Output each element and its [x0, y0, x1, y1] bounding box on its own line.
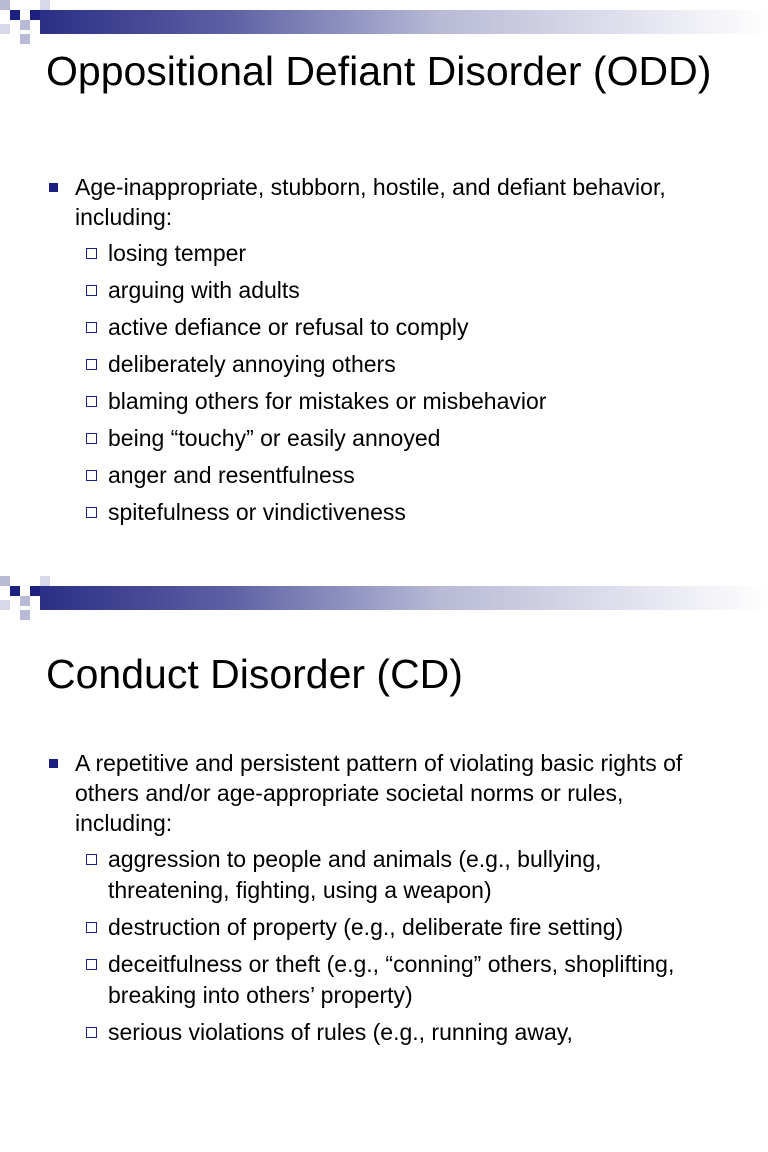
hollow-square-bullet-icon [86, 285, 97, 296]
sub-bullet-text: serious violations of rules (e.g., running away, [108, 1019, 573, 1045]
sub-bullet-text: arguing with adults [108, 277, 300, 303]
sub-bullet [0, 386, 708, 417]
header-block [20, 34, 30, 44]
sub-bullet-text: deceitfulness or theft (e.g., “conning” others, shoplifting, breaking into others’ property) [108, 951, 675, 1008]
sub-bullet-text: being “touchy” or easily annoyed [108, 425, 441, 451]
header-gradient-bar [40, 10, 768, 34]
header-block [0, 0, 10, 10]
slide-body [0, 748, 768, 1048]
sub-bullet-text: active defiance or refusal to comply [108, 314, 469, 340]
header-gradient-bar [40, 586, 768, 610]
sub-bullet [0, 949, 708, 1011]
sub-bullet [0, 238, 708, 269]
header-block [40, 0, 50, 10]
sub-bullet-text: deliberately annoying others [108, 351, 396, 377]
sub-bullet-text: spitefulness or vindictiveness [108, 499, 406, 525]
header-block [30, 586, 40, 596]
slide-title: Oppositional Defiant Disorder (ODD) [46, 48, 712, 94]
square-bullet-icon [49, 759, 58, 768]
sub-bullet-text: losing temper [108, 240, 247, 266]
header-block [20, 610, 30, 620]
sub-bullet [0, 460, 708, 491]
hollow-square-bullet-icon [86, 248, 97, 259]
header-block [10, 586, 20, 596]
hollow-square-bullet-icon [86, 507, 97, 518]
hollow-square-bullet-icon [86, 433, 97, 444]
header-block [10, 10, 20, 20]
bullet-text: A repetitive and persistent pattern of violating basic rights of others and/or age-appropriate societal norms or rules, including: [75, 750, 683, 836]
sub-bullet [0, 497, 708, 528]
sub-bullet [0, 349, 708, 380]
hollow-square-bullet-icon [86, 959, 97, 970]
hollow-square-bullet-icon [86, 854, 97, 865]
sub-bullet [0, 844, 708, 906]
sub-bullet [0, 912, 708, 943]
bullet-level-1 [0, 748, 715, 838]
square-bullet-icon [49, 183, 58, 192]
sub-bullet-text: blaming others for mistakes or misbehavior [108, 388, 547, 414]
header-block [40, 576, 50, 586]
slide-cd [0, 576, 768, 1152]
sub-bullet [0, 312, 708, 343]
header-block [30, 10, 40, 20]
hollow-square-bullet-icon [86, 470, 97, 481]
hollow-square-bullet-icon [86, 922, 97, 933]
bullet-level-1 [0, 172, 715, 232]
sub-bullet [0, 1017, 708, 1048]
sub-bullet [0, 275, 708, 306]
hollow-square-bullet-icon [86, 322, 97, 333]
sub-bullet-text: aggression to people and animals (e.g., bullying, threatening, fighting, using a weapon) [108, 846, 602, 903]
header-block [0, 24, 10, 34]
header-block [20, 596, 30, 606]
bullet-text: Age-inappropriate, stubborn, hostile, and defiant behavior, including: [75, 174, 666, 230]
sub-bullet-text: destruction of property (e.g., deliberate fire setting) [108, 914, 624, 940]
sub-bullet [0, 423, 708, 454]
hollow-square-bullet-icon [86, 359, 97, 370]
header-block [0, 600, 10, 610]
slide-title: Conduct Disorder (CD) [46, 651, 463, 697]
header-block [0, 576, 10, 586]
header-block [20, 20, 30, 30]
sub-bullet-text: anger and resentfulness [108, 462, 355, 488]
slide-body [0, 172, 768, 528]
hollow-square-bullet-icon [86, 1027, 97, 1038]
hollow-square-bullet-icon [86, 396, 97, 407]
